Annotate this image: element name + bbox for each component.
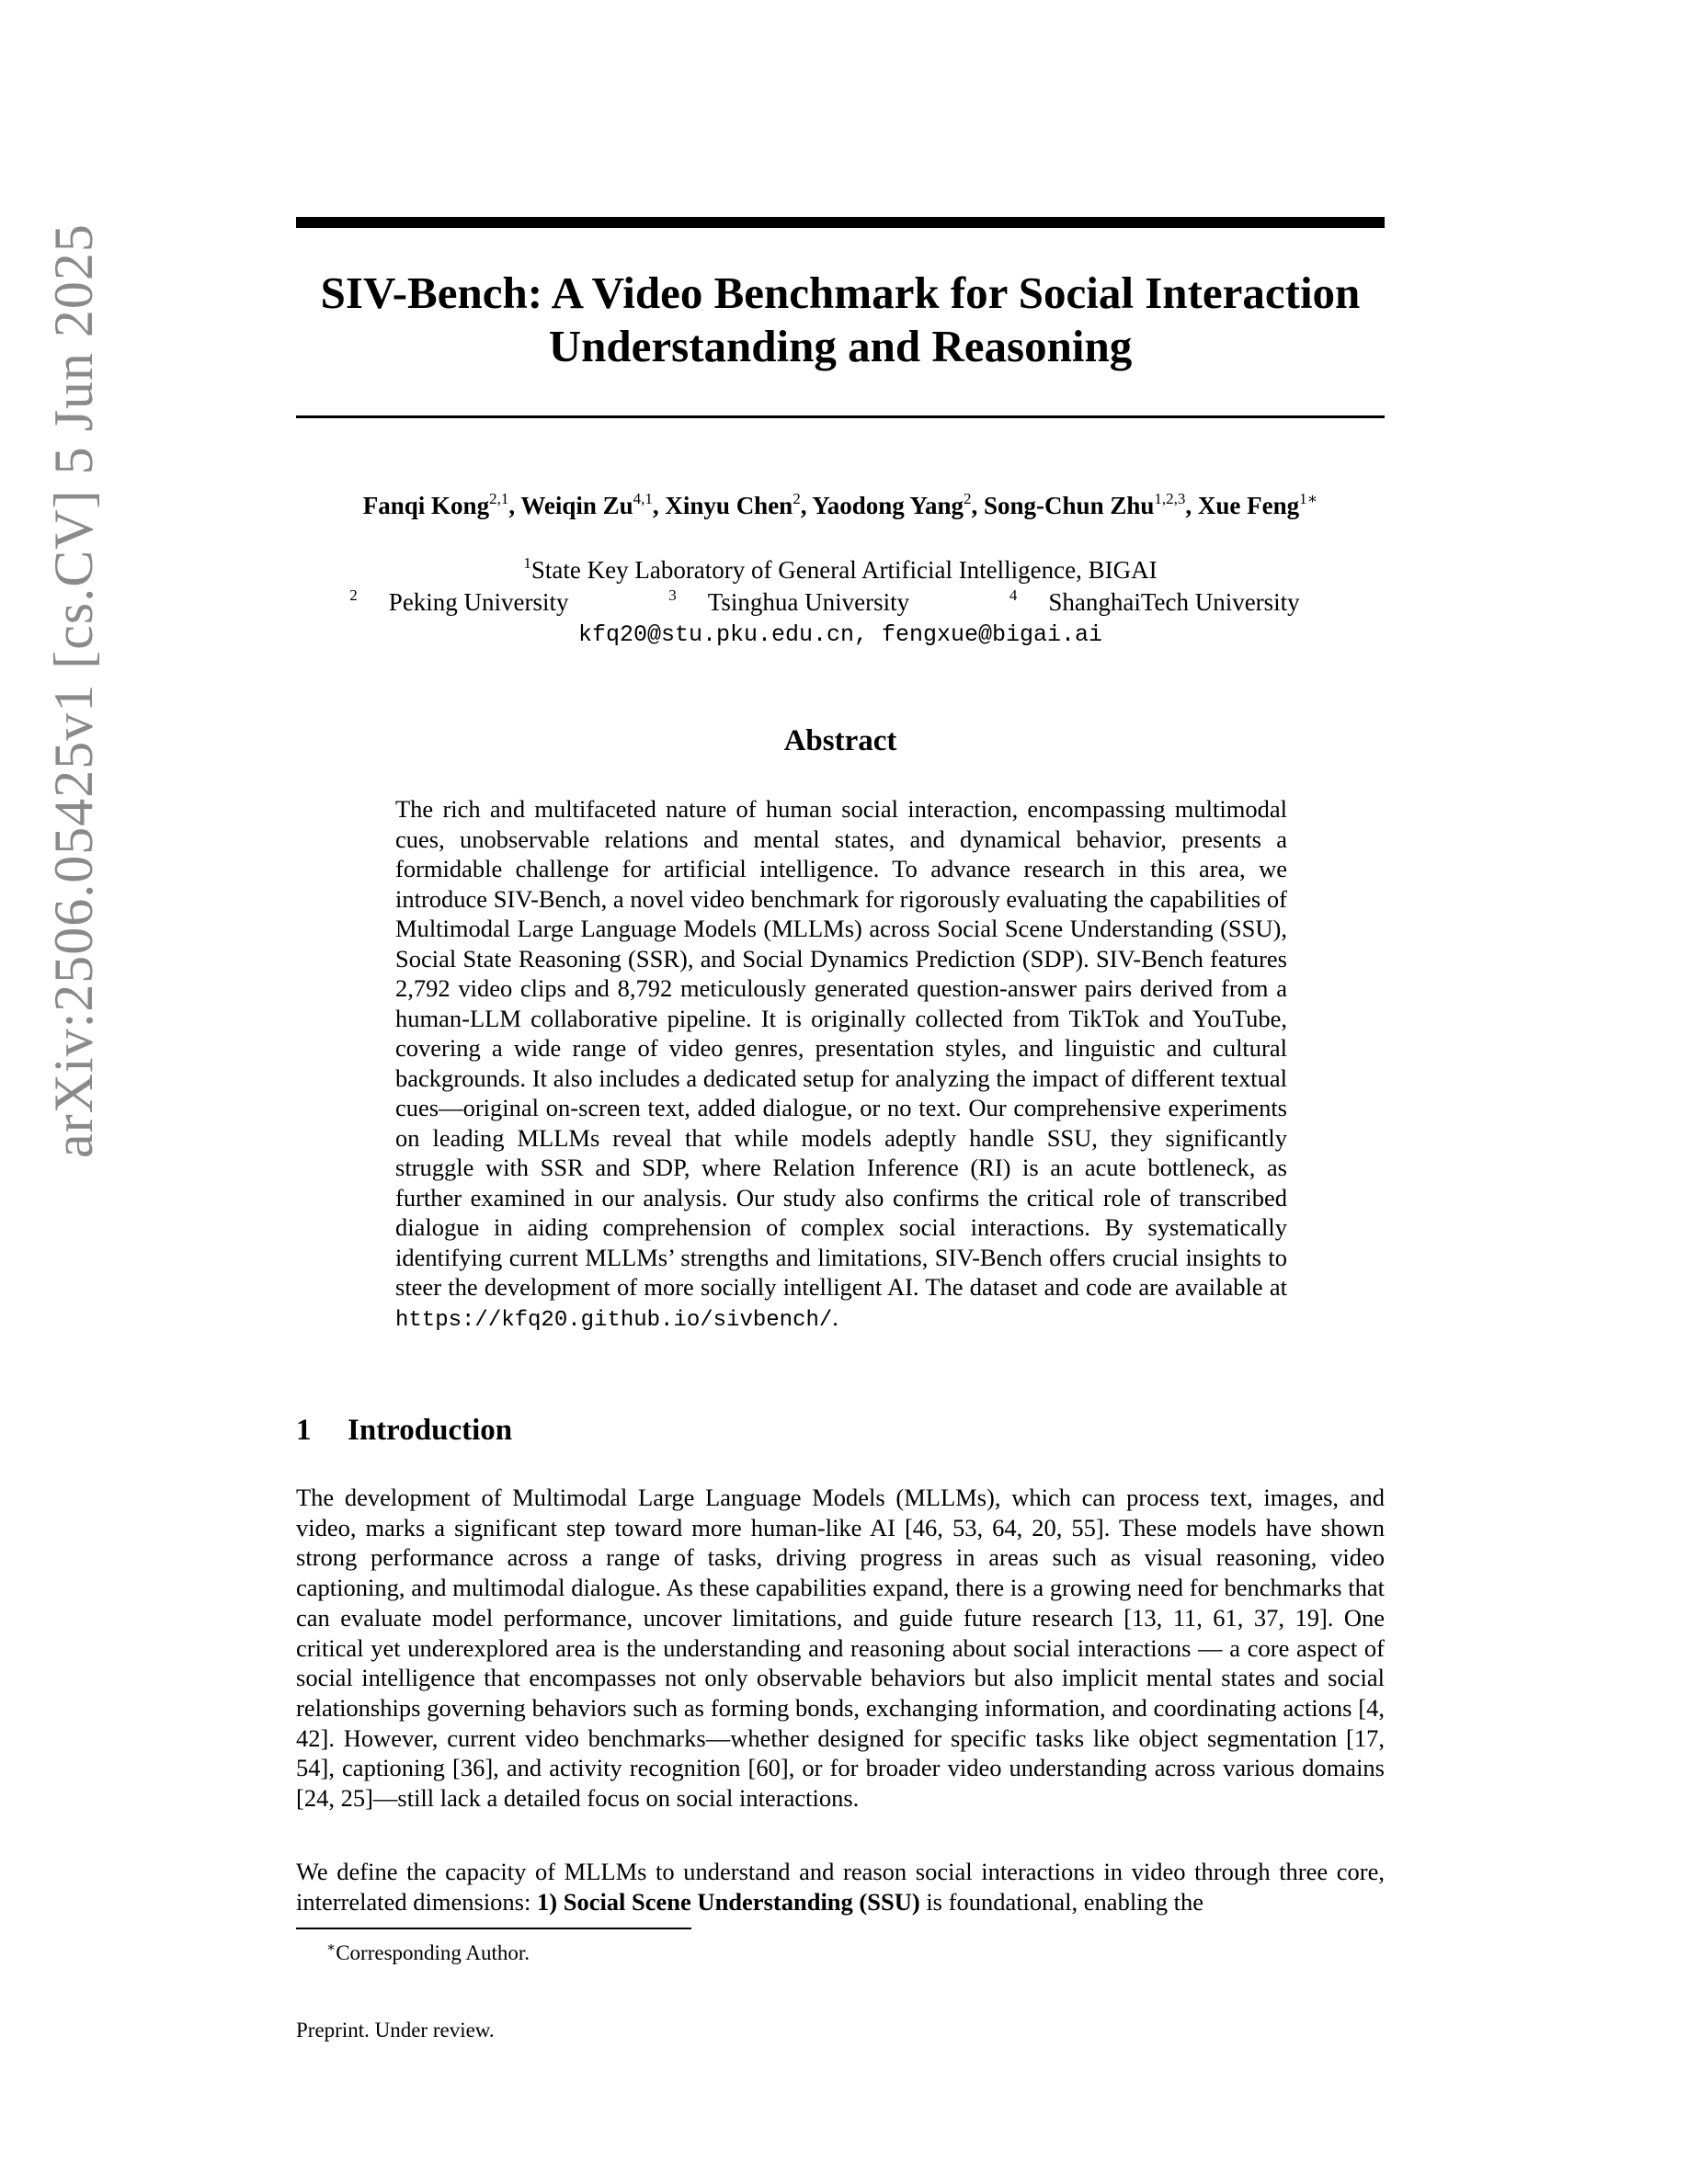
author-affiliation-mark: 2 <box>964 490 972 507</box>
author-separator: , <box>1185 492 1198 519</box>
arxiv-identifier-stamp: arXiv:2506.05425v1 [cs.CV] 5 Jun 2025 <box>43 223 104 1158</box>
author-name: Xue Feng <box>1197 492 1300 519</box>
author-name: Yaodong Yang <box>812 492 964 519</box>
affiliation-1 <box>296 554 1385 586</box>
abstract-heading: Abstract <box>783 724 897 757</box>
title-bottom-rule <box>296 415 1385 418</box>
bold-term: 1) Social Scene Understanding (SSU) <box>537 1887 920 1916</box>
footnote-text: Corresponding Author. <box>336 1941 530 1964</box>
author-name: Song-Chun Zhu <box>984 492 1155 519</box>
preprint-notice: Preprint. Under review. <box>296 2019 495 2042</box>
affiliation-text: ShanghaiTech University <box>1048 588 1300 616</box>
footnote <box>326 1939 530 1967</box>
affiliation-4 <box>1009 586 1331 619</box>
author <box>1198 492 1317 519</box>
section-title: Introduction <box>348 1414 513 1447</box>
abstract-text <box>395 794 1287 1336</box>
author-emails[interactable]: kfq20@stu.pku.edu.cn, fengxue@bigai.ai <box>577 621 1103 648</box>
affiliation-text: Tsinghua University <box>707 588 910 616</box>
abstract-body-text: The rich and multifaceted nature of human social interaction, encompassing multimodal cues, unobservable relations and mental states, and dynamical behavior, presents a formidable challenge for artificial intelligence. To advance research in this area, we introduce SIV-Bench, a novel video benchmark for rigorously evaluating the capabilities of Multimodal Large Language Models (MLLMs) across Social Scene Understanding (SSU), Social State Reasoning (SSR), and Social Dynamics Prediction (SDP). SIV-Bench features 2,792 video clips and 8,792 meticulously generated question-answer pairs derived from a human-LLM collaborative pipeline. It is originally collected from TikTok and YouTube, covering a wide range of video genres, presentation styles, and linguistic and cultural backgrounds. It also includes a dedicated setup for analyzing the impact of different textual cues—original on-screen text, added dialogue, or no text. Our comprehensive experiments on leading MLLMs reveal that while models adeptly handle SSU, they significantly struggle with SSR and SDP, where Relation Inference (RI) is an acute bottleneck, as further examined in our analysis. Our study also confirms the critical role of transcribed dialogue in aiding comprehension of complex social interactions. By systematically identifying current MLLMs’ strengths and limitations, SIV-Bench offers crucial insights to steer the development of more socially intelligent AI. The dataset and code are available at <box>395 795 1287 1301</box>
affiliation-3 <box>668 586 941 619</box>
affiliation-mark: 4 <box>1009 586 1018 604</box>
author-separator: , <box>800 492 813 519</box>
author <box>665 492 812 519</box>
author-separator: , <box>971 492 985 519</box>
title-line-2: Understanding and Reasoning <box>548 321 1133 371</box>
paragraph-text: is foundational, enabling the <box>919 1887 1204 1916</box>
author-affiliation-mark: 4,1 <box>633 490 653 507</box>
author <box>520 492 665 519</box>
abstract-end: . <box>832 1302 838 1331</box>
author-name: Fanqi Kong <box>362 492 490 519</box>
footnote-mark: ∗ <box>326 1940 336 1955</box>
dataset-link[interactable]: https://kfq20.github.io/sivbench/ <box>395 1307 833 1333</box>
affiliation-mark: 1 <box>523 554 531 572</box>
affiliation-text: State Key Laboratory of General Artificial Intelligence, BIGAI <box>530 556 1158 584</box>
author <box>363 492 521 519</box>
author-list <box>296 490 1385 521</box>
title-top-rule <box>296 217 1385 228</box>
title-line-1: SIV-Bench: A Video Benchmark for Social Interaction <box>320 267 1361 318</box>
affiliation-mark: 2 <box>349 586 358 604</box>
author-affiliation-mark: 1∗ <box>1299 490 1318 507</box>
author-name: Xinyu Chen <box>665 492 793 519</box>
author-separator: , <box>508 492 521 519</box>
section-heading <box>296 1412 512 1449</box>
intro-paragraph-2 <box>296 1857 1385 1917</box>
affiliations <box>296 554 1385 651</box>
affiliation-mark: 3 <box>668 586 677 604</box>
affiliation-row <box>296 586 1385 619</box>
section-number: 1 <box>296 1414 312 1447</box>
author-separator: , <box>652 492 666 519</box>
author <box>984 492 1198 519</box>
paragraph-text: We define the capacity of MLLMs to understand and reason social interactions in video through three core, interrelated dimensions: <box>296 1858 1385 1916</box>
affiliation-2 <box>349 586 599 619</box>
author <box>812 492 984 519</box>
author-affiliation-mark: 2 <box>793 490 801 507</box>
intro-paragraph-1: The development of Multimodal Large Language Models (MLLMs), which can process text, images, and video, marks a significant step toward more human-like AI [46, 53, 64, 20, 55]. These models have shown strong performance across a range of tasks, driving progress in areas such as visual reasoning, video captioning, and multimodal dialogue. As these capabilities expand, there is a growing need for benchmarks that can evaluate model performance, uncover limitations, and guide future research [13, 11, 61, 37, 19]. One critical yet underexplored area is the understanding and reasoning about social interactions — a core aspect of social intelligence that encompasses not only observable behaviors but also implicit mental states and social relationships governing behaviors such as forming bonds, exchanging information, and coordinating actions [4, 42]. However, current video benchmarks—whether designed for specific tasks like object segmentation [17, 54], captioning [36], and activity recognition [60], or for broader video understanding across various domains [24, 25]—still lack a detailed focus on social interactions. <box>296 1484 1385 1813</box>
author-name: Weiqin Zu <box>520 492 633 519</box>
paper-title <box>296 267 1385 373</box>
affiliation-text: Peking University <box>388 588 569 616</box>
footnote-rule <box>296 1928 691 1929</box>
author-affiliation-mark: 2,1 <box>489 490 509 507</box>
author-affiliation-mark: 1,2,3 <box>1154 490 1186 507</box>
